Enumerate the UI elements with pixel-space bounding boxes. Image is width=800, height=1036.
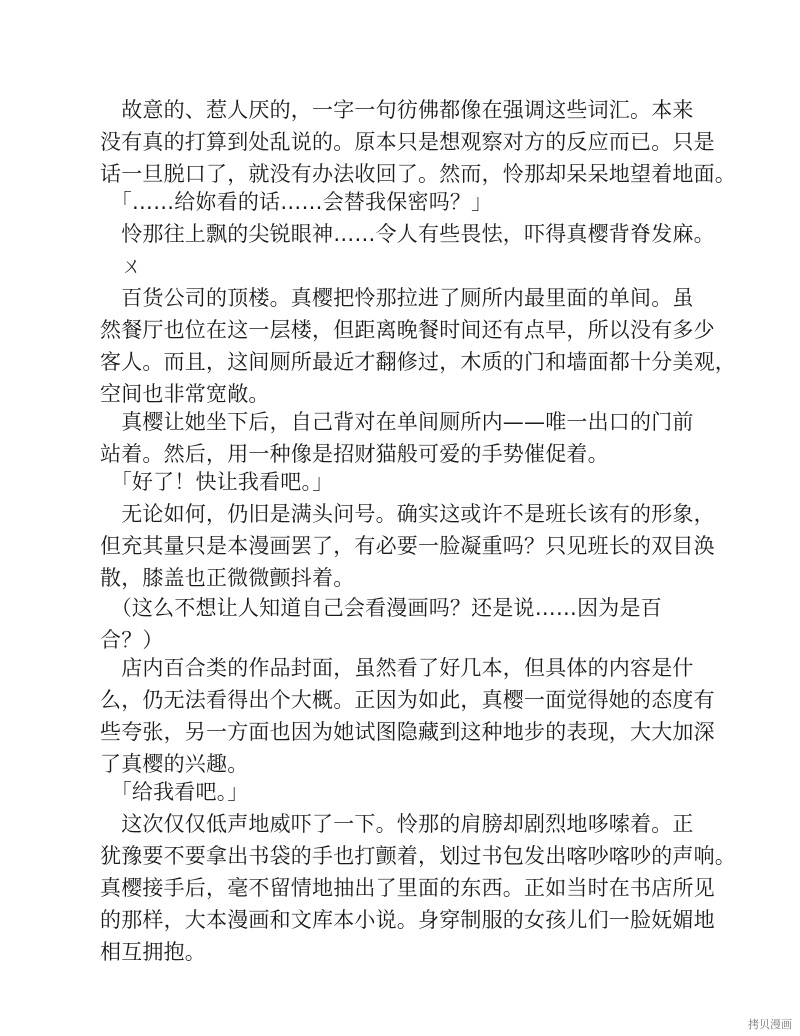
text-line: 但充其量只是本漫画罢了，有必要一脸凝重吗？只见班长的双目涣 [100,534,715,558]
paragraph [100,498,720,594]
paragraph [100,652,720,780]
text-line: 怜那往上飘的尖锐眼神……令人有些畏怯，吓得真樱背脊发麻。 [100,222,715,246]
text-line: 然餐厅也位在这一层楼，但距离晚餐时间还有点早，所以没有多少 [100,318,715,342]
text-line: ㄨ [100,254,143,278]
paragraph [100,776,720,808]
text-line: 这次仅仅低声地威吓了一下。怜那的肩膀却剧烈地哆嗦着。正 [100,812,694,836]
text-line: 「给我看吧。」 [100,780,249,804]
text-line: 真樱让她坐下后，自己背对在单间厕所内——唯一出口的门前 [100,410,694,434]
text-line: 的那样，大本漫画和文库本小说。身穿制服的女孩儿们一脸妩媚地 [100,908,715,932]
text-line: 客人。而且，这间厕所最近才翻修过，木质的门和墙面都十分美观， [100,350,736,374]
text-line: 散，膝盖也正微微颤抖着。 [100,566,355,590]
text-line: 百货公司的顶楼。真樱把怜那拉进了厕所内最里面的单间。虽 [100,286,694,310]
paragraph [100,406,720,470]
text-line: 合？） [100,628,164,652]
text-line: 店内百合类的作品封面，虽然看了好几本，但具体的内容是什 [100,656,694,680]
text-line: 「……给妳看的话……会替我保密吗？」 [100,190,493,214]
text-line: 犹豫要不要拿出书袋的手也打颤着，划过书包发出喀吵喀吵的声响。 [100,844,736,868]
text-line: 没有真的打算到处乱说的。原本只是想观察对方的反应而已。只是 [100,130,715,154]
paragraph [100,186,720,218]
text-line: 话一旦脱口了，就没有办法收回了。然而，怜那却呆呆地望着地面。 [100,162,736,186]
watermark: 拷贝漫画 [748,1018,792,1031]
text-line: 故意的、惹人厌的，一字一句彷佛都像在强调这些词汇。本来 [100,98,694,122]
paragraph [100,250,720,282]
paragraph [100,466,720,498]
text-line: 站着。然后，用一种像是招财猫般可爱的手势催促着。 [100,442,609,466]
text-line: 些夸张，另一方面也因为她试图隐藏到这种地步的表现，大大加深 [100,720,715,744]
paragraph [100,218,720,250]
text-line: 无论如何，仍旧是满头问号。确实这或许不是班长该有的形象， [100,502,715,526]
paragraph [100,592,720,656]
text-line: 「好了！快让我看吧。」 [100,470,334,494]
text-line: 真樱接手后，毫不留情地抽出了里面的东西。正如当时在书店所见 [100,876,715,900]
text-line: 相互拥抱。 [100,940,206,964]
paragraph [100,808,736,968]
paragraph [100,282,736,410]
text-line: 了真樱的兴趣。 [100,752,249,776]
text-line: 空间也非常宽敞。 [100,382,270,406]
text-line: （这么不想让人知道自己会看漫画吗？还是说……因为是百 [100,596,662,620]
paragraph [100,94,736,190]
text-line: 么，仍无法看得出个大概。正因为如此，真樱一面觉得她的态度有 [100,688,715,712]
